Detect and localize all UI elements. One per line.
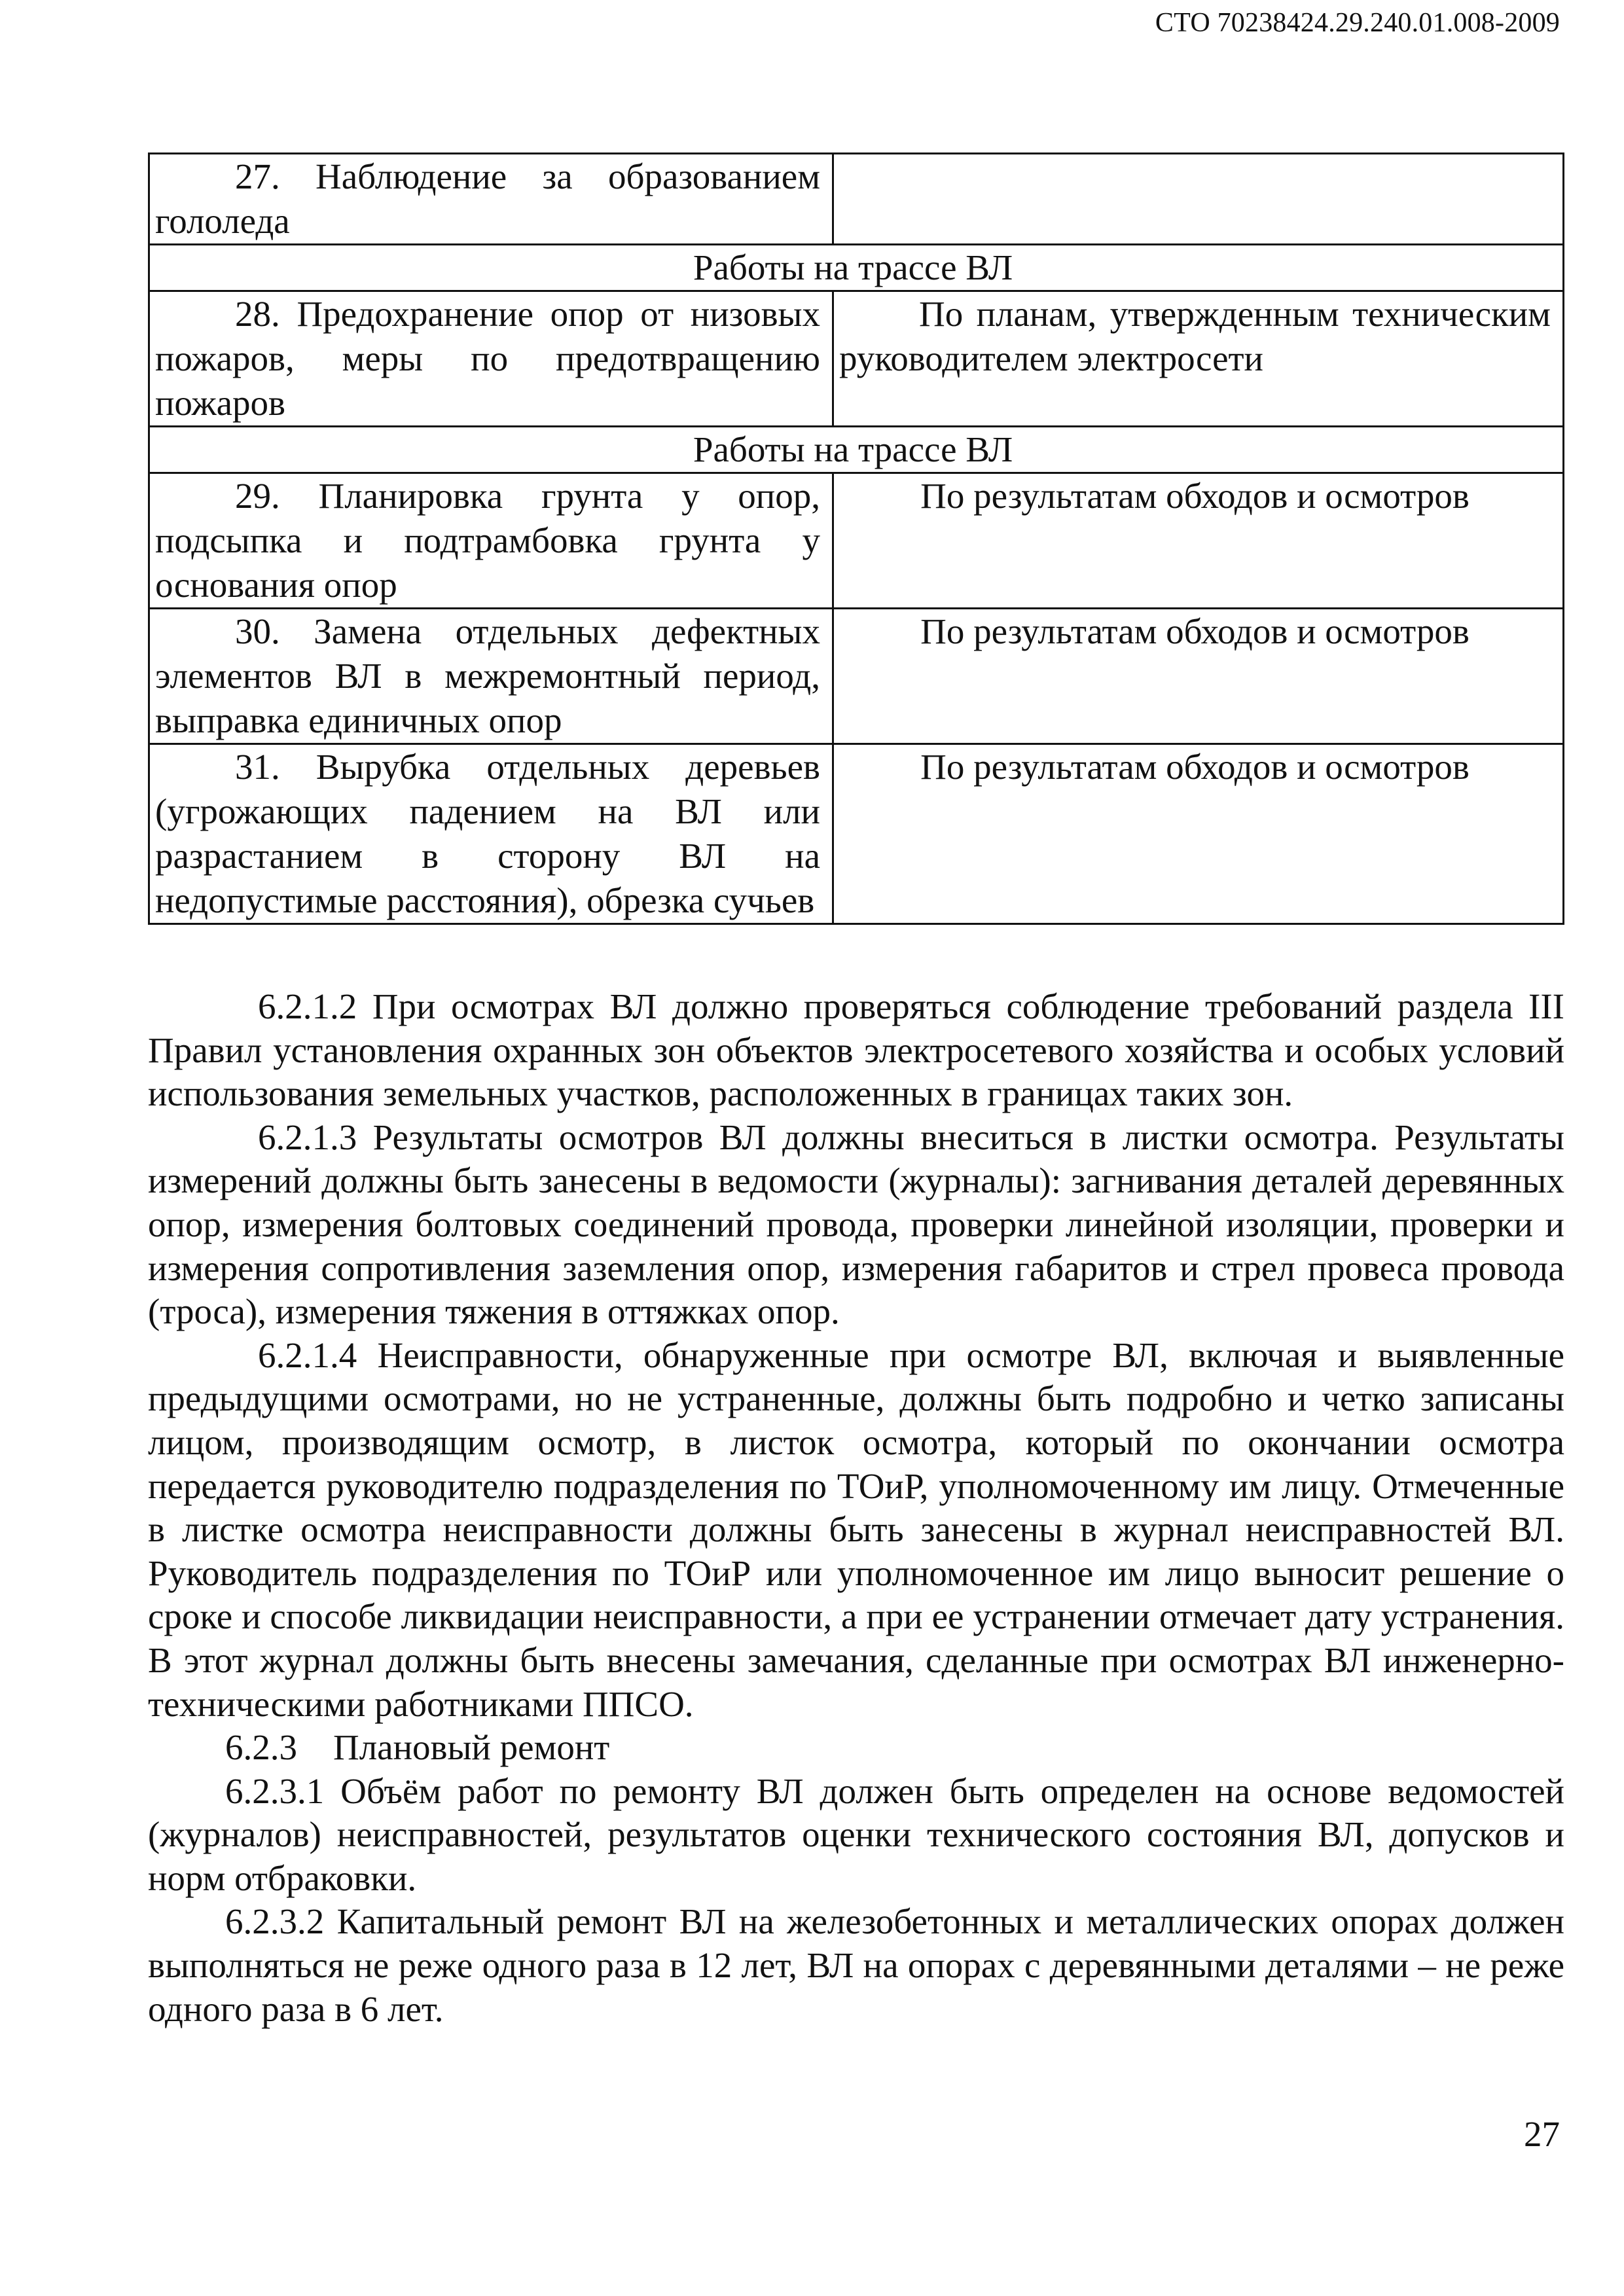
table-section-row xyxy=(149,427,1564,473)
schedule-cell: По результатам обходов и осмотров xyxy=(833,744,1564,924)
table-row xyxy=(149,291,1564,427)
body-text xyxy=(148,985,1564,2031)
table-row xyxy=(149,744,1564,924)
work-text: 30. Замена отдельных дефектных элементов ВЛ в межремонтный период, выправка единичных опор xyxy=(155,611,820,740)
document-code: СТО 70238424.29.240.01.008-2009 xyxy=(1155,8,1560,38)
table-row xyxy=(149,154,1564,245)
page-number: 27 xyxy=(1524,2114,1560,2154)
work-cell xyxy=(149,473,833,609)
paragraph-6-2-1-3: 6.2.1.3 Результаты осмотров ВЛ должны внеситься в листки осмотра. Результаты измерений должны быть занесены в ведомости (журналы): загнивания деталей деревянных опор, измерения болтовых соединений провода, проверки линейной изоляции, проверки и измерения сопротивления заземления опор, измерения габаритов и стрел провеса провода (троса), измерения тяжения в оттяжках опор. xyxy=(148,1117,1564,1332)
work-cell xyxy=(149,291,833,427)
table-section-row xyxy=(149,245,1564,291)
paragraph-6-2-3-2: 6.2.3.2 Капитальный ремонт ВЛ на железобетонных и металлических опорах должен выполняться не реже одного раза в 12 лет, ВЛ на опорах с деревянными деталями – не реже одного раза в 6 лет. xyxy=(148,1901,1564,2029)
schedule-text: По планам, утвержденным техническим руководителем электросети xyxy=(839,294,1551,378)
schedule-cell: По результатам обходов и осмотров xyxy=(833,473,1564,609)
work-text: 28. Предохранение опор от низовых пожаров, меры по предотвращению пожаров xyxy=(155,294,820,423)
work-cell xyxy=(149,609,833,744)
work-text: 29. Планировка грунта у опор, подсыпка и подтрамбовка грунта у основания опор xyxy=(155,476,820,605)
section-heading-6-2-3 xyxy=(148,1726,1564,1770)
paragraph-6-2-1-4: 6.2.1.4 Неисправности, обнаруженные при осмотре ВЛ, включая и выявленные предыдущими осмотрами, но не устраненные, должны быть подробно и четко записаны лицом, производящим осмотр, в листок осмотра, который по окончании осмотра передается руководителю подразделения по ТОиР, уполномоченному им лицу. Отмеченные в листке осмотра неисправности должны быть занесены в журнал неисправностей ВЛ. Руководитель подразделения по ТОиР или уполномоченное им лицо выносит решение о сроке и способе ликвидации неисправности, а при ее устранении отмечает дату устранения. В этот журнал должны быть внесены замечания, сделанные при осмотрах ВЛ инженерно-техническими работниками ППСО. xyxy=(148,1335,1564,1724)
works-table xyxy=(148,152,1564,925)
section-title: Работы на трассе ВЛ xyxy=(149,245,1564,291)
schedule-cell: По результатам обходов и осмотров xyxy=(833,609,1564,744)
schedule-cell xyxy=(833,291,1564,427)
work-text: 27. Наблюдение за образованием гололеда xyxy=(155,156,820,241)
work-text: 31. Вырубка отдельных деревьев (угрожающих падением на ВЛ или разрастанием в сторону ВЛ на недопустимые расстояния), обрезка сучьев xyxy=(155,747,820,920)
table-row xyxy=(149,609,1564,744)
schedule-cell xyxy=(833,154,1564,245)
section-title: Плановый ремонт xyxy=(333,1727,610,1768)
table-row xyxy=(149,473,1564,609)
section-title: Работы на трассе ВЛ xyxy=(149,427,1564,473)
work-cell xyxy=(149,154,833,245)
paragraph-6-2-3-1: 6.2.3.1 Объём работ по ремонту ВЛ должен быть определен на основе ведомостей (журналов) неисправностей, результатов оценки технического состояния ВЛ, допусков и норм отбраковки. xyxy=(148,1770,1564,1898)
paragraph-6-2-1-2: 6.2.1.2 При осмотрах ВЛ должно проверяться соблюдение требований раздела III Правил установления охранных зон объектов электросетевого хозяйства и особых условий использования земельных участков, расположенных в границах таких зон. xyxy=(148,986,1564,1114)
work-cell xyxy=(149,744,833,924)
section-number: 6.2.3 xyxy=(225,1727,297,1768)
